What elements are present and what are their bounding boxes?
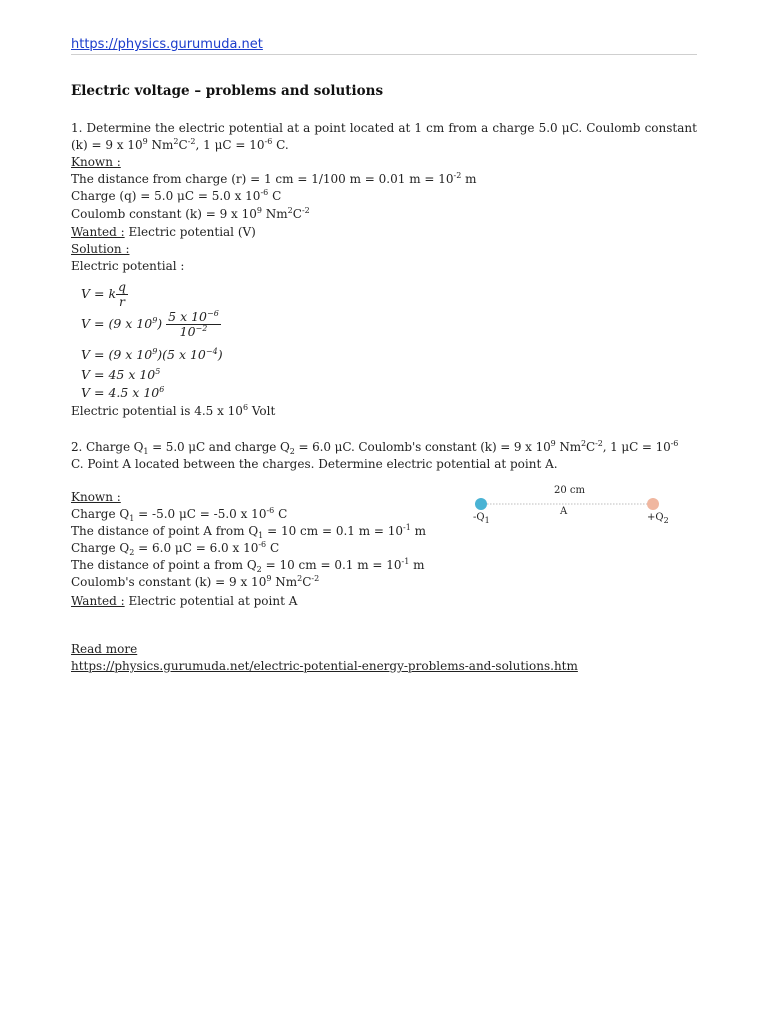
charges-diagram [470,482,700,532]
statement-word: point [314,121,346,135]
statement-word: 1 [414,121,423,135]
problem1-known-charge: Charge (q) = 5.0 μC = 5.0 x $10^{-6}$ C [71,188,282,203]
statement-word: Determine [86,121,151,135]
problem2-known-constant: Coulomb's constant (k) = 9 x $10^9$ $Nm^2C^{-2}$ [71,574,320,589]
equation-5: V = 4.5 x $10^6$ [81,385,165,400]
problem2-statement-line2: C. Point A located between the charges. Determine electric potential at point A. [71,457,558,471]
statement-word: electric [178,121,225,135]
problem1-statement-line1 [71,120,697,136]
point-a-label: A [560,506,568,517]
statement-word: at [398,121,411,135]
problem1-known-constant: Coulomb constant (k) = 9 x $10^9$ $Nm^2C^{-2}$ [71,206,310,221]
statement-word: the [155,121,175,135]
q2-label: $+Q_2$ [647,512,669,525]
problem1-known-distance: The distance from charge (r) = 1 cm = 1/100 m = 0.01 $m = 10^{-2}$ m [71,171,477,186]
problem2-known-label: Known : [71,490,121,504]
problem2-known-q2: Charge $Q_2 = 6.0$ μC = 6.0 x $10^{-6}$ C [71,540,280,557]
problem1-result: Electric potential is 4.5 x $10^6$ Volt [71,403,276,418]
read-more-link[interactable]: Read more [71,642,138,656]
problem2-known-distance-q2: The distance of point a from $Q_2 = 10$ cm = 0.1 $m = 10^{-1}$ m [71,557,425,574]
statement-word: charge [492,121,535,135]
positive-charge-q2 [647,498,659,510]
statement-word: 5.0 [538,121,558,135]
statement-word: located [349,121,395,135]
problem2-wanted: Wanted : Electric potential at point A [71,594,298,608]
q1-label: $-Q_1$ [473,512,490,525]
problem1-ep-label: Electric potential : [71,259,185,273]
page-title: Electric voltage – problems and solutions [71,83,384,99]
article-link[interactable]: https://physics.gurumuda.net/electric-potential-energy-problems-and-solutions.htm [71,659,578,673]
problem1-statement-line2: (k) = 9 x $10^9$ $Nm^2C^{-2}$, 1 $\mu C = 10^{-6}$ C. [71,137,289,152]
problem2-statement-line1: 2. Charge $Q_1 = 5.0$ μC and charge $Q_2 = 6.0$ μC. Coulomb's constant (k) = 9 x $10^9$ $Nm^2C^{-2}$, 1 $\mu C = 10^{-6}$ [71,439,679,456]
header-url-link[interactable]: https://physics.gurumuda.net [71,37,263,52]
statement-word: constant [644,121,697,135]
statement-word: 1. [71,121,83,135]
problem1-wanted: Wanted : Electric potential (V) [71,225,256,239]
statement-word: cm [426,121,445,135]
equation-2: V = (9 x $10^9$) $\frac{5 x 10^{-6}}{10^{-2}}$ [81,309,219,339]
problem2-known-distance-q1: The distance of point A from $Q_1 = 10$ cm = 0.1 $m = 10^{-1}$ m [71,523,427,540]
statement-word: from [448,121,478,135]
problem1-solution-label: Solution : [71,242,130,256]
problem2-known-q1: Charge $Q_1 = -5.0$ μC = -5.0 x $10^{-6}$ C [71,506,288,523]
distance-label: 20 cm [554,485,585,496]
equation-4: V = 45 x $10^5$ [81,367,161,382]
statement-word: at [287,121,300,135]
header-divider [71,54,697,55]
negative-charge-q1 [475,498,487,510]
statement-word: potential [228,121,283,135]
problem1-known-label: Known : [71,155,121,169]
statement-word: a [481,121,489,135]
equation-1: V = k $\frac{q}{r}$ [81,279,127,309]
statement-word: a [303,121,311,135]
statement-word: μC. [561,121,583,135]
equation-3: V = (9 x $10^9)(5$ x $10^{-4}$) [81,347,223,362]
statement-word: Coulomb [586,121,641,135]
